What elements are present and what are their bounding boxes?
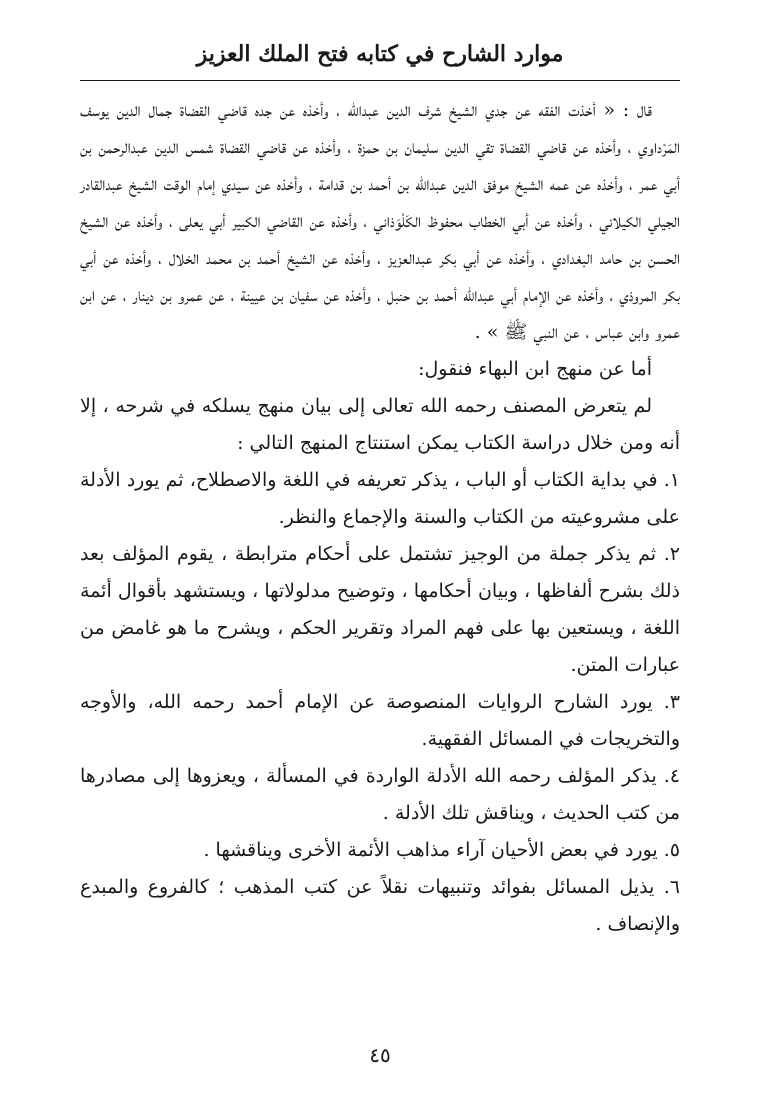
list-item-2: ٢. ثم يذكر جملة من الوجيز تشتمل على أحكام مترابطة ، يقوم المؤلف بعد ذلك بشرح ألفاظها ، وبيان أحكامها ، وتوضيح مدلولاتها ، ويستشهد بأقوال أئمة اللغة ، ويستعين بها على فهم المراد وتقرير الحكم ، ويشرح ما هو غامض من عبارات المتن. [80, 543, 680, 676]
list-item-3: ٣. يورد الشارح الروايات المنصوصة عن الإمام أحمد رحمه الله، والأوجه والتخريجات في المسائل الفقهية. [80, 691, 680, 750]
method-heading: أما عن منهج ابن البهاء فنقول: [418, 358, 652, 380]
list-item-5: ٥. يورد في بعض الأحيان آراء مذاهب الأئمة الأخرى ويناقشها . [203, 839, 680, 861]
list-item-6: ٦. يذيل المسائل بفوائد وتنبيهات نقلاً عن كتب المذهب ؛ كالفروع والمبدع والإنصاف . [80, 876, 680, 935]
page-number: ٤٥ [369, 1043, 391, 1067]
list-item-1: ١. في بداية الكتاب أو الباب ، يذكر تعريفه في اللغة والاصطلاح، ثم يورد الأدلة على مشروعيته من الكتاب والسنة والإجماع والنظر. [80, 469, 680, 528]
quote-paragraph: قال : « أخذت الفقه عن جدي الشيخ شرف الدين عبدالله ، وأخذه عن جده قاضي القضاة جمال الدين يوسف المَرْداوي ، وأخذه عن قاضي القضاة تقي الدين سليمان بن حمزة ، وأخذه عن قاضي القضاة شمس الدين عبدالرحمن بن أبي عمر ، وأخذه عن عمه الشيخ موفق الدين عبدالله بن أحمد بن قدامة ، وأخذه عن سيدي إمام الوقت الشيخ عبدالقادر الجيلي الكيلاني ، وأخذه عن أبي الخطاب محفوظ الكَلْوَذاني ، وأخذه عن القاضي الكبير أبي يعلى ، وأخذه عن الشيخ الحسن بن حامد البغدادي ، وأخذه عن أبي بكر عبدالعزيز ، وأخذه عن الشيخ أحمد بن محمد الخلال ، وأخذه عن أبي بكر المروذي ، وأخذه عن الإمام أبي عبدالله أحمد بن حنبل ، وأخذه عن سفيان بن عيينة ، عن عمرو بن دينار ، عن ابن عمرو وابن عباس ، عن النبي ﷺ » . [80, 99, 680, 343]
body-text [80, 92, 680, 943]
header-rule [80, 80, 680, 81]
list-item-4: ٤. يذكر المؤلف رحمه الله الأدلة الواردة في المسألة ، ويعزوها إلى مصادرها من كتب الحديث ، ويناقش تلك الأدلة . [80, 765, 680, 824]
running-header-title: موارد الشارح في كتابه فتح الملك العزيز [196, 41, 564, 67]
method-intro: لم يتعرض المصنف رحمه الله تعالى إلى بيان منهج يسلكه في شرحه ، إلا أنه ومن خلال دراسة الكتاب يمكن استنتاج المنهج التالي : [80, 395, 680, 454]
